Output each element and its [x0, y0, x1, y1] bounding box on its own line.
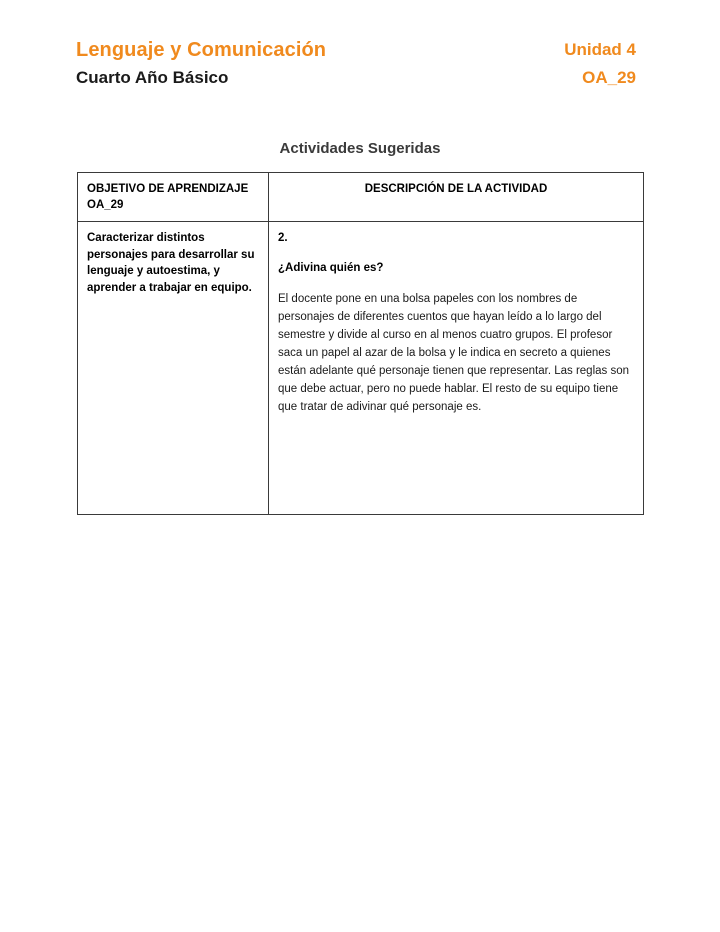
oa-code-label: OA_29 [582, 68, 636, 87]
activities-table [77, 172, 644, 515]
document-header [76, 38, 644, 89]
table-row [78, 222, 644, 515]
objective-cell [78, 222, 269, 515]
subject-title: Lenguaje y Comunicación [76, 39, 327, 61]
table-header-row [78, 173, 644, 222]
activity-cell [269, 222, 644, 515]
unit-label: Unidad 4 [564, 40, 636, 59]
activity-number: 2. [278, 232, 288, 244]
grade-title: Cuarto Año Básico [76, 68, 229, 87]
table-header-cell-objective [78, 173, 269, 222]
table-header-description-label: DESCRIPCIÓN DE LA ACTIVIDAD [364, 183, 548, 195]
table-header-objective-label: OBJETIVO DE APRENDIZAJE OA_29 [87, 183, 249, 211]
header-left-block [76, 38, 326, 89]
header-right-block [564, 38, 644, 89]
objective-text: Caracterizar distintos personajes para desarrollar su lenguaje y autoestima, y aprender a trabajar en equipo. [87, 232, 255, 294]
table-header-cell-description [269, 173, 644, 222]
activity-description: El docente pone en una bolsa papeles con los nombres de personajes de diferentes cuentos que hayan leído a lo largo del semestre y divide al curso en al menos cuatro grupos. El profesor saca un papel al azar de la bolsa y le indica en secreto a quienes están adelante qué personaje tienen que representar. Las reglas son que debe actuar, pero no puede hablar. El resto de su equipo tiene que tratar de adivinar qué personaje es. [278, 293, 630, 413]
section-title: Actividades Sugeridas [279, 140, 441, 157]
activity-title: ¿Adivina quién es? [278, 262, 384, 274]
